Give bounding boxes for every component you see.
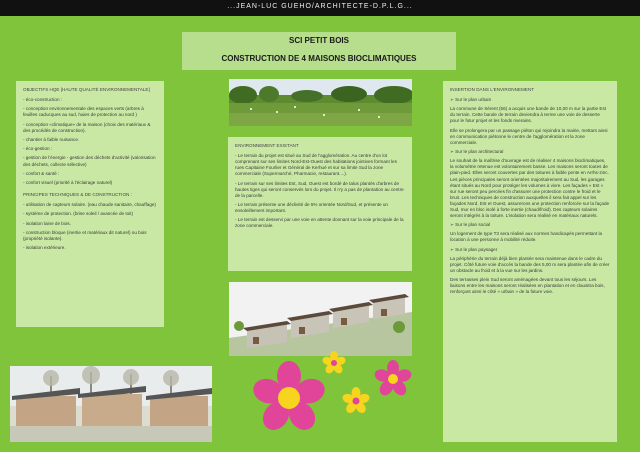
objectives-heading: OBJECTIFS HQE [HAUTE QUALITÉ ENVIRONNEMENTALE]: [23, 87, 150, 92]
principle-item: - système de protection. (brise soleil / avancée de toit): [23, 211, 134, 217]
principle-item: - isolation extérieure.: [23, 245, 66, 251]
environment-item: - Le terrain sur ses limites Est, Sud, Ouest est bordé de talus plantés d'arbres de hautes tiges qui seront conservés lors du projet. Il n'y a pas de plantation au centre de la parcelle.: [235, 180, 404, 198]
top-bar: [0, 0, 640, 16]
environment-panel: [228, 137, 412, 271]
flower-yellow-bottom: [341, 387, 370, 415]
houses-perspective: [10, 366, 212, 442]
insertion-heading: INSERTION DANS L'ENVIRONNEMENT: [450, 87, 535, 92]
insertion-subheading: ➢ Sur le plan architectural: [450, 149, 504, 155]
insertion-item: Des terrasses plein Sud seront aménagées devant tous les séjours. Les liaisons entre les maisons seront réalisées en plantation et en clausitra bois, renforçant ainsi le côté « urbain » de la future voie.: [450, 277, 605, 295]
insertion-item: Le souhait de la maîtrise d'ouvrage est de réaliser 4 maisons bioclimatiques, la volumétrie retenue est volontairement basse. Les maisons seront toutes de plain-pied. Elles seront couvertes par des toitures à faible pente en Arrhs-zinc. Les pièces principales seront orientées majoritairement au Sud, les garages étant situés au Nord pour protéger les volumes à vivre. Les façades « Est » sur rue seront peu percées fin d'assurer une protection contre le froid et le bruit. Les techniques de construction auxquelles il sera fait appel sur les façades Nord, Est et Ouest, assurerons une protection renforcée sur la façade Sud, mur en bloc isolé à forte inertie (chaud/froid). Des capteurs solaires seront intégrés à la toiture. L'isolation sera réalisé en matériaux naturels.: [450, 158, 610, 218]
objective-item: - éco-construction :: [23, 97, 63, 103]
objective-item: - chantier à faible nuisance.: [23, 136, 80, 142]
insertion-subheading: ➢ Sur le plan urbain: [450, 97, 492, 103]
principle-item: - isolation laine de bois.: [23, 220, 72, 226]
objective-item: - gestion de l'énergie - gestion des déchets d'activité (valorisation des déchets, collecte sélective): [23, 155, 156, 167]
field-photo: [229, 79, 412, 126]
insertion-item: La commune de Sérent (56) a acquis une bande de 10,00 m sur la partie Est du terrain. Cette bande de terrain deviendra à terme une voie de desserte pour le futur projet et les fonds riverains.: [450, 106, 607, 124]
insertion-panel: [443, 81, 617, 442]
principle-item: - construction bloque (inertie et matériaux dit naturel) ou bois (propriété isolante).: [23, 229, 147, 241]
flower-pink-small: [373, 360, 413, 398]
insertion-item: La périphérie du terrain déjà bien plantée sera maintenue dans le cadre du projet. Côté future voie d'accès la bande des 5,00 m sera plantée afin de créer un obstacle au froid et à la vue sur les jardins.: [450, 255, 610, 274]
objective-item: - confort visuel (priorité à l'éclairage naturel): [23, 180, 113, 185]
objective-item: - éco-gestion :: [23, 146, 53, 152]
insertion-item: Un logement de type T3 sera réalisé aux normes handicapés permettant la location à une personne à mobilité réduite.: [450, 231, 603, 243]
principles-heading: PRINCIPES TECHNIQUES & DE CONSTRUCTION :: [23, 192, 132, 198]
insertion-subheading: ➢ Sur le plan paysager: [450, 246, 498, 252]
houses-render: [229, 282, 412, 356]
objective-item: - conception «climatique» de la maison (choix des matériaux & des procédés de construction).: [23, 121, 151, 133]
insertion-subheading: ➢ Sur le plan social: [450, 222, 491, 228]
title-box: [182, 32, 456, 70]
project-name: SCI PETIT BOIS: [288, 36, 349, 45]
architect-name: ...JEAN-LUC GUEHO/ARCHITECTE-D.P.L.G...: [227, 3, 413, 10]
objectives-panel: [16, 81, 164, 327]
project-subtitle: CONSTRUCTION DE 4 MAISONS BIOCLIMATIQUES: [221, 54, 417, 63]
flower-pink-large: [250, 361, 328, 435]
objective-item: - confort & santé :: [23, 170, 60, 176]
environment-item: - Le terrain présente une déclivité de 5% orientée Nord/Sud, et présente un ensoleillement important.: [235, 201, 388, 213]
objective-item: - conception environnementale des espaces verts (arbres à feuilles caducques au sud, haies de protection au nord ): [23, 106, 144, 118]
environment-heading: ENVIRONNEMENT EXISTANT: [235, 143, 299, 148]
environment-item: - Le terrain du projet est situé au Sud de l'agglomération. Au centre d'un lot comprenant sur ses limites Nord-Est-Ouest des habitations jointives formant les rues Capitaine Fourlier et Général de Kerhué et sur sa limite Sud la zone commerciale (Supermarché, Pharmacie, restaurant....).: [235, 153, 397, 177]
insertion-item: Elle se prolongera par un passage piéton qui rejoindra la mairie, mettant ainsi en communication piétonne le centre de l'agglomération et la zone commerciale.: [450, 127, 608, 145]
principle-item: - utilisation de capteurs solaire. (eau chaude sanitaire, chauffage): [23, 202, 156, 208]
environment-item: - Le terrain est desservi par une voie en attente donnant sur la voie principale de la zone commerciale.: [235, 217, 404, 229]
